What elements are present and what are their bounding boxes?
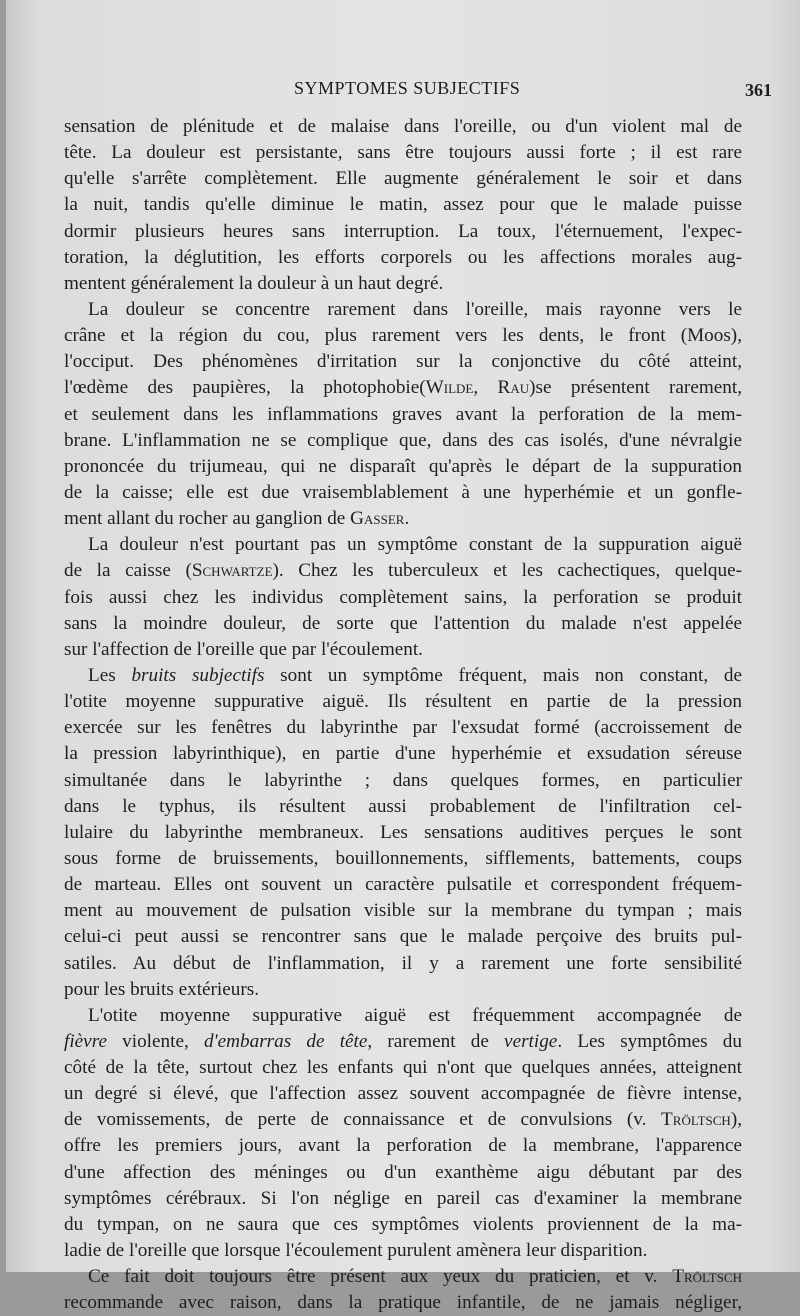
text-line: brane. L'inflammation ne se complique que, dans des cas isolés, d'une névralgie — [64, 429, 742, 451]
text-line: de marteau. Elles ont souvent un caractère pulsatile et correspondent fréquem- — [64, 874, 742, 896]
text-line: ladie de l'oreille que lorsque l'écoulement purulent amènera leur disparition. — [64, 1240, 648, 1262]
author-name: Tröltsch — [672, 1266, 742, 1288]
text-line: exercée sur les fenêtres du labyrinthe par l'exsudat formé (accroissement de — [64, 717, 742, 739]
text-line: sur l'affection de l'oreille que par l'écoulement. — [64, 638, 423, 660]
author-name: Tröltsch — [661, 1109, 731, 1131]
text-line: La douleur se concentre rarement dans l'oreille, mais rayonne vers le — [88, 298, 742, 320]
text-line: d'une affection des méninges ou d'un exanthème aigu débutant par des — [64, 1161, 742, 1183]
text-line: prononcée du trijumeau, qui ne disparaît qu'après le départ de la suppuration — [64, 455, 742, 477]
text-run: Ce fait doit toujours être présent aux yeux du praticien, et v. — [88, 1266, 673, 1288]
emphasis: vertige — [504, 1030, 558, 1052]
text-line: symptômes cérébraux. Si l'on néglige en pareil cas d'examiner la membrane — [64, 1187, 742, 1209]
text-line: qu'elle s'arrête complètement. Elle augmente généralement le soir et dans — [64, 168, 742, 190]
author-name: Wilde — [425, 377, 474, 399]
author-name: Gasser — [350, 508, 405, 530]
text-run: . — [404, 508, 410, 530]
text-line: offre les premiers jours, avant la perforation de la membrane, l'apparence — [64, 1135, 742, 1157]
text-line: simultanée dans le labyrinthe ; dans quelques formes, en particulier — [64, 769, 742, 791]
text-run: , — [473, 377, 498, 399]
text-line: l'otite moyenne suppurative aiguë. Ils résultent en partie de la pression — [64, 691, 742, 713]
text-run: ). Chez les tuberculeux et les cachectiques, quelque- — [272, 560, 742, 582]
page-number: 361 — [745, 80, 772, 100]
text-run: ment allant du rocher au ganglion de — [64, 508, 351, 530]
book-page — [6, 0, 800, 1314]
text-line: la nuit, tandis qu'elle diminue le matin, assez pour que le malade puisse — [64, 194, 742, 216]
text-line: mentent généralement la douleur à un haut degré. — [64, 272, 444, 294]
text-run: violente, — [106, 1030, 204, 1052]
text-line: l'occiput. Des phénomènes d'irritation sur la conjonctive du côté atteint, — [64, 351, 742, 373]
body-text — [64, 114, 742, 1316]
text-line: sensation de plénitude et de malaise dans l'oreille, ou d'un violent mal de — [64, 116, 742, 137]
text-line: sous forme de bruissements, bouillonnements, sifflements, battements, coups — [64, 847, 742, 869]
text-line: fois aussi chez les individus complètement sains, la perforation se produit — [64, 586, 742, 608]
text-line: dormir plusieurs heures sans interruption. La toux, l'éternuement, l'expec- — [64, 220, 742, 242]
text-line: celui-ci peut aussi se rencontrer sans que le malade perçoive des bruits pul- — [64, 926, 742, 948]
text-line: La douleur n'est pourtant pas un symptôme constant de la suppuration aiguë — [88, 534, 742, 556]
author-name: Rau — [497, 377, 530, 399]
text-line — [64, 558, 742, 584]
text-run: )se présentent rarement, — [529, 377, 743, 399]
text-line: sans la moindre douleur, de sorte que l'attention du malade n'est appelée — [64, 612, 742, 634]
emphasis: fièvre — [64, 1030, 107, 1052]
text-line: satiles. Au début de l'inflammation, il y a rarement une forte sensibilité — [64, 952, 742, 974]
text-line: la pression labyrinthique), en partie d'une hyperhémie et exsudation séreuse — [64, 743, 742, 765]
text-line: crâne et la région du cou, plus rarement vers les dents, le front (Moos), — [64, 325, 742, 347]
text-line: recommande avec raison, dans la pratique infantile, de ne jamais négliger, — [64, 1292, 742, 1314]
emphasis: d'embarras de tête — [203, 1030, 368, 1052]
text-line: dans le typhus, ils résultent aussi probablement de l'infiltration cel- — [64, 795, 742, 817]
text-run: . Les symptômes du — [557, 1030, 742, 1052]
text-line: côté de la tête, surtout chez les enfants qui n'ont que quelques années, atteignent — [64, 1057, 742, 1079]
text-line: lulaire du labyrinthe membraneux. Les sensations auditives perçues le sont — [64, 821, 742, 843]
text-line — [64, 375, 742, 401]
text-line: pour les bruits extérieurs. — [64, 978, 260, 1000]
running-title: SYMPTOMES SUBJECTIFS — [294, 78, 521, 98]
text-line: tête. La douleur est persistante, sans être toujours aussi forte ; il est rare — [64, 142, 742, 164]
text-line: un degré si élevé, que l'affection assez souvent accompagnée de fièvre intense, — [64, 1083, 742, 1105]
text-line: et seulement dans les inflammations graves avant la perforation de la mem- — [64, 403, 742, 425]
text-line: ment au mouvement de pulsation visible sur la membrane du tympan ; mais — [64, 900, 742, 922]
text-line — [64, 506, 742, 532]
author-name: Schwartze — [191, 560, 273, 582]
text-run: Les — [88, 664, 132, 686]
emphasis: bruits subjectifs — [131, 664, 265, 686]
text-run: ), — [730, 1109, 742, 1131]
text-line — [64, 1264, 742, 1290]
page-header — [6, 72, 800, 102]
text-line: de la caisse; elle est due vraisemblablement à une hyperhémie et un gonfle- — [64, 481, 742, 503]
text-run: de vomissements, de perte de connaissance et de convulsions (v. — [64, 1109, 662, 1131]
text-line — [64, 663, 742, 689]
text-run: l'œdème des paupières, la photophobie( — [64, 377, 426, 399]
text-line: L'otite moyenne suppurative aiguë est fréquemment accompagnée de — [88, 1004, 742, 1026]
text-line — [64, 1029, 742, 1055]
text-line: du tympan, on ne saura que ces symptômes violents proviennent de la ma- — [64, 1213, 742, 1235]
text-run: sont un symptôme fréquent, mais non constant, de — [264, 664, 742, 686]
text-run: de la caisse ( — [64, 560, 192, 582]
text-run: , rarement de — [367, 1030, 505, 1052]
text-line: toration, la déglutition, les efforts corporels ou les affections morales aug- — [64, 246, 742, 268]
text-line — [64, 1107, 742, 1133]
